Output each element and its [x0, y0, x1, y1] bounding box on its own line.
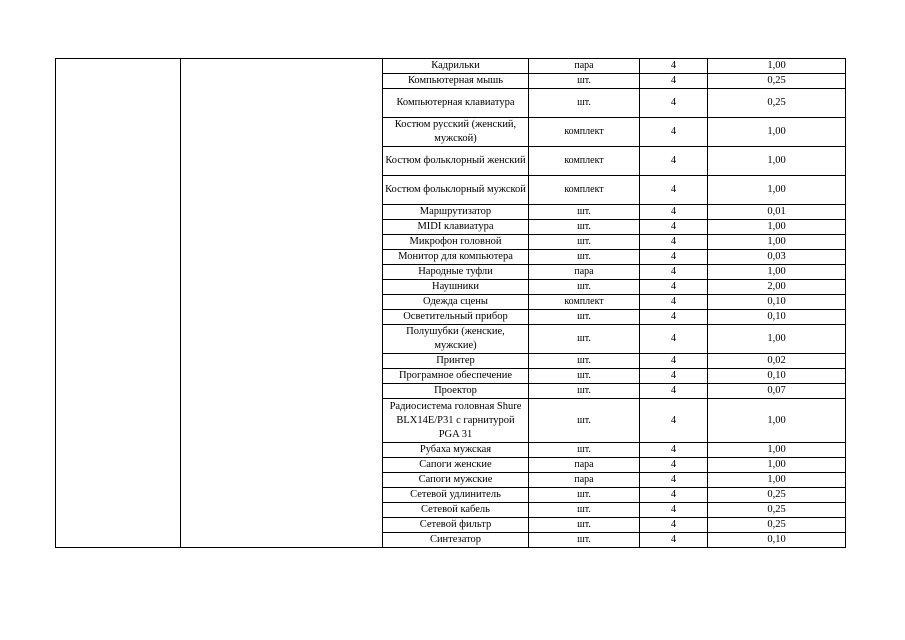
item-name-cell: Народные туфли [383, 265, 529, 280]
norm-value-cell: 0,10 [708, 295, 846, 310]
item-name-cell: MIDI клавиатура [383, 220, 529, 235]
quantity-cell: 4 [640, 295, 708, 310]
item-name-cell: Маршрутизатор [383, 205, 529, 220]
item-name-cell: Сетевой удлинитель [383, 488, 529, 503]
blank-column-2 [181, 59, 383, 548]
item-name-cell: Радиосистема головная Shure BLX14E/P31 с гарнитурой PGA 31 [383, 399, 529, 443]
norm-value-cell: 0,10 [708, 369, 846, 384]
unit-cell: шт. [529, 89, 640, 118]
quantity-cell: 4 [640, 118, 708, 147]
quantity-cell: 4 [640, 235, 708, 250]
unit-cell: шт. [529, 280, 640, 295]
unit-cell: пара [529, 458, 640, 473]
unit-cell: комплект [529, 176, 640, 205]
unit-cell: комплект [529, 147, 640, 176]
unit-cell: пара [529, 473, 640, 488]
unit-cell: шт. [529, 503, 640, 518]
item-name-cell: Сетевой кабель [383, 503, 529, 518]
norm-value-cell: 1,00 [708, 118, 846, 147]
quantity-cell: 4 [640, 443, 708, 458]
norm-value-cell: 0,25 [708, 488, 846, 503]
norm-value-cell: 1,00 [708, 235, 846, 250]
quantity-cell: 4 [640, 205, 708, 220]
unit-cell: шт. [529, 443, 640, 458]
item-name-cell: Кадрильки [383, 59, 529, 74]
item-name-cell: Осветительный прибор [383, 310, 529, 325]
norm-value-cell: 0,10 [708, 310, 846, 325]
unit-cell: комплект [529, 118, 640, 147]
norm-value-cell: 1,00 [708, 147, 846, 176]
norm-value-cell: 1,00 [708, 458, 846, 473]
unit-cell: комплект [529, 295, 640, 310]
item-name-cell: Монитор для компьютера [383, 250, 529, 265]
item-name-cell: Костюм фольклорный мужской [383, 176, 529, 205]
unit-cell: шт. [529, 354, 640, 369]
quantity-cell: 4 [640, 220, 708, 235]
quantity-cell: 4 [640, 384, 708, 399]
norm-value-cell: 0,25 [708, 503, 846, 518]
quantity-cell: 4 [640, 310, 708, 325]
item-name-cell: Полушубки (женские, мужские) [383, 325, 529, 354]
unit-cell: шт. [529, 369, 640, 384]
norm-value-cell: 1,00 [708, 325, 846, 354]
equipment-table-body [56, 59, 846, 548]
unit-cell: шт. [529, 518, 640, 533]
norm-value-cell: 0,25 [708, 518, 846, 533]
quantity-cell: 4 [640, 147, 708, 176]
unit-cell: пара [529, 265, 640, 280]
norm-value-cell: 2,00 [708, 280, 846, 295]
quantity-cell: 4 [640, 473, 708, 488]
quantity-cell: 4 [640, 89, 708, 118]
norm-value-cell: 1,00 [708, 176, 846, 205]
unit-cell: шт. [529, 533, 640, 548]
norm-value-cell: 0,07 [708, 384, 846, 399]
item-name-cell: Компьютерная клавиатура [383, 89, 529, 118]
unit-cell: шт. [529, 205, 640, 220]
norm-value-cell: 0,03 [708, 250, 846, 265]
item-name-cell: Рубаха мужская [383, 443, 529, 458]
quantity-cell: 4 [640, 503, 708, 518]
quantity-cell: 4 [640, 488, 708, 503]
unit-cell: шт. [529, 325, 640, 354]
item-name-cell: Наушники [383, 280, 529, 295]
norm-value-cell: 0,10 [708, 533, 846, 548]
item-name-cell: Проектор [383, 384, 529, 399]
item-name-cell: Сапоги женские [383, 458, 529, 473]
norm-value-cell: 0,01 [708, 205, 846, 220]
quantity-cell: 4 [640, 533, 708, 548]
norm-value-cell: 1,00 [708, 443, 846, 458]
quantity-cell: 4 [640, 176, 708, 205]
norm-value-cell: 1,00 [708, 59, 846, 74]
norm-value-cell: 0,25 [708, 74, 846, 89]
norm-value-cell: 1,00 [708, 265, 846, 280]
item-name-cell: Програмное обеспечение [383, 369, 529, 384]
item-name-cell: Синтезатор [383, 533, 529, 548]
norm-value-cell: 0,25 [708, 89, 846, 118]
quantity-cell: 4 [640, 369, 708, 384]
item-name-cell: Микрофон головной [383, 235, 529, 250]
equipment-table [55, 58, 846, 548]
unit-cell: пара [529, 59, 640, 74]
item-name-cell: Костюм русский (женский, мужской) [383, 118, 529, 147]
item-name-cell: Одежда сцены [383, 295, 529, 310]
quantity-cell: 4 [640, 458, 708, 473]
unit-cell: шт. [529, 384, 640, 399]
quantity-cell: 4 [640, 250, 708, 265]
unit-cell: шт. [529, 310, 640, 325]
norm-value-cell: 1,00 [708, 220, 846, 235]
table-row [56, 59, 846, 74]
quantity-cell: 4 [640, 399, 708, 443]
item-name-cell: Костюм фольклорный женский [383, 147, 529, 176]
item-name-cell: Компьютерная мышь [383, 74, 529, 89]
norm-value-cell: 1,00 [708, 399, 846, 443]
item-name-cell: Принтер [383, 354, 529, 369]
norm-value-cell: 1,00 [708, 473, 846, 488]
quantity-cell: 4 [640, 325, 708, 354]
unit-cell: шт. [529, 74, 640, 89]
unit-cell: шт. [529, 488, 640, 503]
quantity-cell: 4 [640, 265, 708, 280]
quantity-cell: 4 [640, 518, 708, 533]
quantity-cell: 4 [640, 59, 708, 74]
unit-cell: шт. [529, 250, 640, 265]
quantity-cell: 4 [640, 280, 708, 295]
unit-cell: шт. [529, 399, 640, 443]
norm-value-cell: 0,02 [708, 354, 846, 369]
blank-column-1 [56, 59, 181, 548]
quantity-cell: 4 [640, 74, 708, 89]
unit-cell: шт. [529, 220, 640, 235]
unit-cell: шт. [529, 235, 640, 250]
item-name-cell: Сапоги мужские [383, 473, 529, 488]
quantity-cell: 4 [640, 354, 708, 369]
item-name-cell: Сетевой фильтр [383, 518, 529, 533]
